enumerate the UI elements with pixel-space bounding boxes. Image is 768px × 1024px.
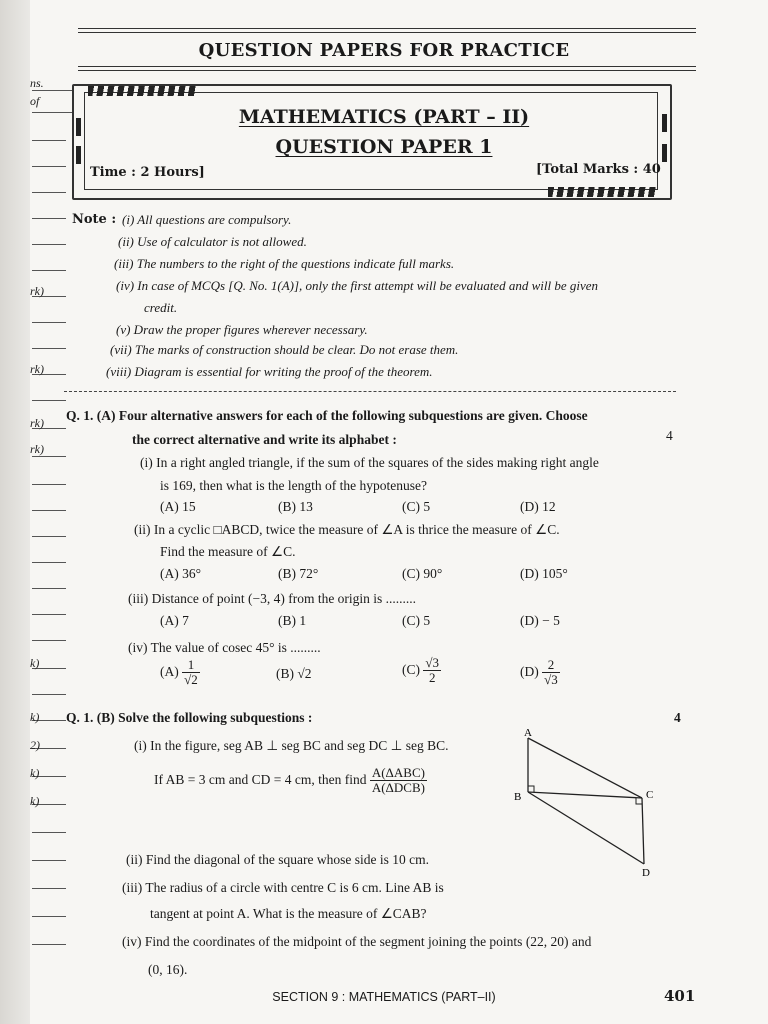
header-rule: [78, 28, 696, 29]
note-item: (iv) In case of MCQs [Q. No. 1(A)], only the first attempt will be evaluated and will be given: [116, 278, 599, 293]
decorative-dashes: [88, 86, 198, 96]
header-rule: [78, 32, 696, 33]
option: (C) 90°: [402, 566, 443, 581]
q1a-heading: Q. 1. (A) Four alternative answers for each of the following subquestions are given. Choose: [66, 408, 588, 423]
seg-bc: [528, 792, 642, 798]
running-header: QUESTION PAPERS FOR PRACTICE: [198, 40, 570, 61]
q1b-iii-text-cont: tangent at point A. What is the measure of ∠CAB?: [150, 906, 427, 921]
note-item: (v) Draw the proper figures wherever necessary.: [116, 322, 368, 337]
q1b-marks: 4: [674, 710, 681, 725]
separator: [64, 391, 676, 392]
q1b-iii-text: (iii) The radius of a circle with centre C is 6 cm. Line AB is: [122, 880, 444, 895]
label-b: B: [514, 791, 522, 803]
note-item: (ii) Use of calculator is not allowed.: [118, 234, 307, 249]
total-marks: [Total Marks : 40: [536, 162, 661, 177]
note-item: (viii) Diagram is essential for writing the proof of the theorem.: [106, 364, 433, 379]
q1a-i-text-cont: is 169, then what is the length of the hypotenuse?: [160, 478, 427, 493]
option: (B) 72°: [278, 566, 319, 581]
q1b-iv-text-cont: (0, 16).: [148, 962, 188, 977]
option: (A) 7: [160, 613, 189, 628]
page-number: 401: [664, 987, 696, 1005]
label-a: A: [524, 728, 532, 739]
option: (C) 5: [402, 499, 431, 514]
option-d: (D) $\frac{2}{√3}$: [520, 657, 558, 688]
option: (D) 105°: [520, 566, 568, 581]
header-rule: [78, 66, 696, 67]
margin-note: k): [30, 766, 40, 780]
margin-note: ns.: [30, 76, 44, 90]
time-allowed: Time : 2 Hours]: [90, 165, 205, 180]
option: (C) 5: [402, 613, 431, 628]
margin-note: k): [30, 656, 40, 670]
margin-note: rk): [30, 362, 44, 376]
q1b-ii-text: (ii) Find the diagonal of the square whose side is 10 cm.: [126, 852, 429, 867]
q1b-heading: Q. 1. (B) Solve the following subquestions :: [66, 710, 313, 725]
q1b-iv-text: (iv) Find the coordinates of the midpoint of the segment joining the points (22, 20) and: [122, 934, 592, 949]
section-footer: SECTION 9 : MATHEMATICS (PART–II): [272, 990, 496, 1004]
margin-note: 2): [30, 738, 40, 752]
paper-title: MATHEMATICS (PART – II): [238, 106, 530, 128]
margin-note: rk): [30, 284, 44, 298]
label-c: C: [646, 789, 654, 801]
option: (D) − 5: [520, 613, 560, 628]
seg-bd: [528, 792, 644, 864]
option: (B) 1: [278, 613, 307, 628]
q1a-iii-text: (iii) Distance of point (−3, 4) from the origin is .........: [128, 591, 417, 606]
q1a-ii-text: (ii) In a cyclic □ABCD, twice the measure of ∠A is thrice the measure of ∠C.: [134, 522, 560, 537]
note-item: (iii) The numbers to the right of the questions indicate full marks.: [114, 256, 455, 271]
paper-subtitle: QUESTION PAPER 1: [275, 136, 493, 158]
decorative-dashes: [548, 187, 658, 197]
right-triangles-figure: [510, 728, 660, 878]
option: (D) 12: [520, 499, 556, 514]
q1a-heading-cont: the correct alternative and write its alphabet :: [132, 432, 397, 447]
q1b-i-text-cont: If AB = 3 cm and CD = 4 cm, then find $\frac{\text{A(ΔABC)}}{\text{A(ΔDCB)}}$: [154, 765, 425, 796]
margin-note: k): [30, 710, 40, 724]
option-a: (A) $\frac{1}{√2}$: [160, 657, 198, 688]
option: (A) 15: [160, 499, 196, 514]
seg-cd: [642, 798, 644, 864]
q1a-ii-text-cont: Find the measure of ∠C.: [160, 544, 296, 559]
q1a-i-text: (i) In a right angled triangle, if the sum of the squares of the sides making right angle: [140, 455, 599, 470]
header-rule: [78, 70, 696, 71]
note-item: (i) All questions are compulsory.: [122, 212, 292, 227]
option-c: (C) $\frac{√3}{2}$: [402, 655, 440, 686]
note-item: (vii) The marks of construction should be clear. Do not erase them.: [110, 342, 459, 357]
q1a-marks: 4: [666, 428, 673, 443]
right-angle-b: [528, 786, 534, 792]
margin-note: of: [30, 94, 40, 108]
option-b: (B) √2: [276, 666, 312, 681]
margin-note: rk): [30, 442, 44, 456]
seg-ac: [528, 738, 642, 798]
option: (A) 36°: [160, 566, 202, 581]
margin-note: k): [30, 794, 40, 808]
margin-note: rk): [30, 416, 44, 430]
right-angle-c: [636, 798, 642, 804]
note-item: credit.: [144, 300, 178, 315]
label-d: D: [642, 867, 650, 878]
note-label: Note :: [72, 212, 117, 227]
q1a-iv-text: (iv) The value of cosec 45° is .........: [128, 640, 321, 655]
option: (B) 13: [278, 499, 313, 514]
q1b-i-text: (i) In the figure, seg AB ⊥ seg BC and seg DC ⊥ seg BC.: [134, 738, 449, 753]
